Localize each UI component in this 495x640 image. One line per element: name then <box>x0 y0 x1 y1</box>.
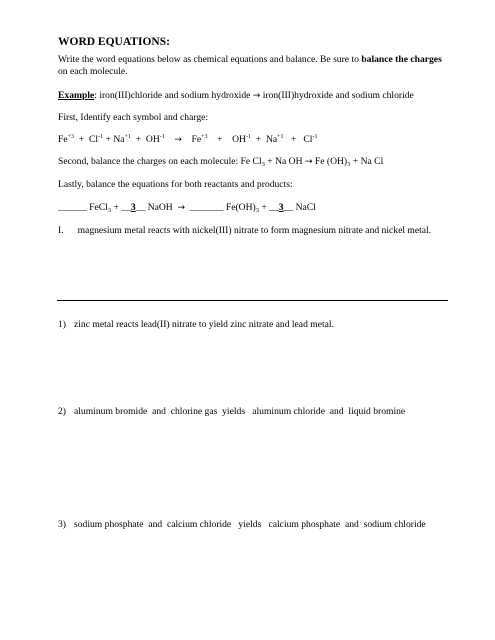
page-title: WORD EQUATIONS: <box>58 36 170 48</box>
question-I: I. magnesium metal reacts with nickel(III) nitrate to form magnesium nitrate and nickel metal. <box>58 225 432 236</box>
step-balance-charges: Second, balance the charges on each molecule: Fe $Cl_3 + Na$ OH → Fe $(OH)_3 + Na$ Cl <box>58 156 384 168</box>
divider <box>57 300 448 301</box>
question-1: 1) zinc metal reacts lead(II) nitrate to yield zinc nitrate and lead metal. <box>58 319 334 330</box>
coefficient: 3 <box>130 202 136 213</box>
question-3: 3) sodium phosphate and calcium chloride yields calcium phosphate and sodium chloride <box>58 519 426 530</box>
arrow-icon: → <box>177 203 186 213</box>
arrow-icon: → <box>252 91 261 101</box>
arrow-icon: → <box>174 135 182 145</box>
example-label: Example <box>58 90 95 101</box>
example-line: Example: iron(III)chloride and sodium hydroxide → iron(III)hydroxide and sodium chloride <box>58 90 414 101</box>
coefficient: 3 <box>278 202 284 213</box>
instructions-emphasis: balance the charges <box>361 54 442 65</box>
step-identify: First, Identify each symbol and charge: <box>58 112 209 123</box>
charges-line: $Fe^{+3} + Cl^{-1} + Na^{+1} + OH^{-1}$ → $Fe^{+3}$ + $OH^{-1} + Na^{+1}$ + $Cl^{-1}$ <box>58 134 318 145</box>
step-balance-equations: Lastly, balance the equations for both reactants and products: <box>58 179 293 190</box>
question-2: 2) aluminum bromide and chlorine gas yields aluminum chloride and liquid bromine <box>58 406 406 417</box>
balanced-equation: ______ FeCl$_3$ + __3__ NaOH → _______ $Fe(OH)_3$ + __3__ NaCl <box>58 202 316 214</box>
arrow-icon: → <box>304 157 313 167</box>
instructions: Write the word equations below as chemical equations and balance. Be sure to balance the charges on each molecule. <box>58 54 442 77</box>
